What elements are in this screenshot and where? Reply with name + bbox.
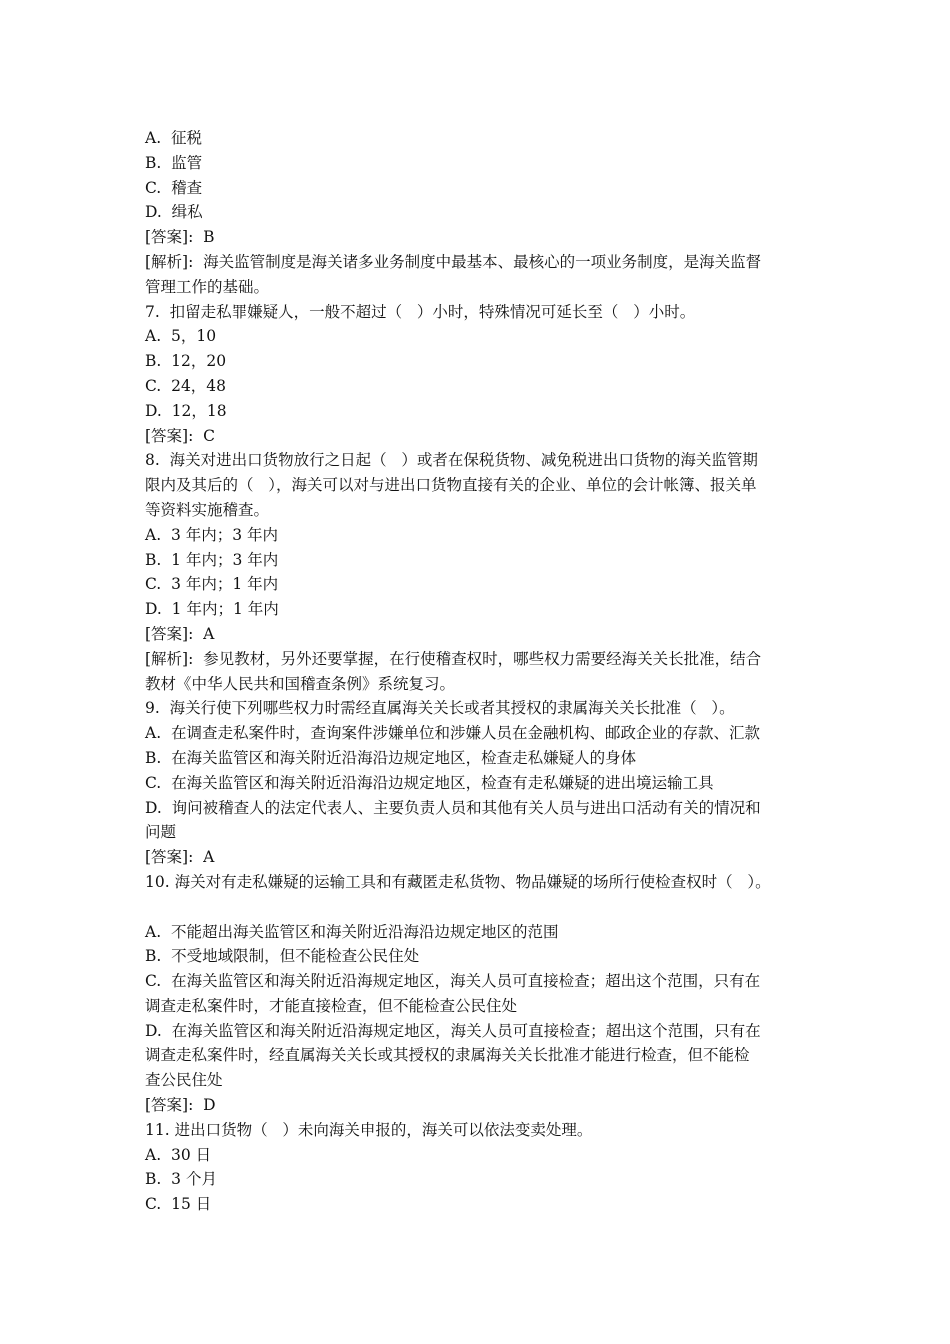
question-7: 7. 扣留走私罪嫌疑人，一般不超过（ ）小时，特殊情况可延长至（ ）小时。: [145, 302, 696, 321]
option-b: B. 3 个月: [145, 1170, 217, 1189]
option-b: B. 12，20: [145, 352, 227, 371]
option-d: D. 1 年内；1 年内: [145, 600, 279, 619]
option-a: A. 30 日: [145, 1145, 212, 1164]
question-8: 8. 海关对进出口货物放行之日起（ ）或者在保税货物、减免税进出口货物的海关监管期: [145, 451, 758, 470]
answer-line: [答案]: C: [145, 426, 216, 445]
blank-line: [145, 895, 815, 920]
explanation-line: [解析]: 海关监管制度是海关诸多业务制度中最基本、最核心的一项业务制度，是海关监督: [145, 252, 762, 271]
option-a: A. 征税: [145, 129, 202, 147]
option-d: D. 询问被稽查人的法定代表人、主要负责人员和其他有关人员与进出口活动有关的情况和: [145, 798, 761, 817]
option-d-continued: 问题: [145, 823, 177, 842]
option-d-continued: 调查走私案件时，经直属海关关长或其授权的隶属海关关长批准才能进行检查，但不能检: [145, 1046, 750, 1065]
option-d: D. 缉私: [145, 203, 203, 222]
answer-line: [答案]: D: [145, 1096, 216, 1115]
explanation-line: [解析]: 参见教材，另外还要掌握，在行使稽查权时，哪些权力需要经海关关长批准，结合: [145, 649, 762, 668]
option-c: C. 在海关监管区和海关附近沿海规定地区，海关人员可直接检查；超出这个范围，只有在: [145, 972, 761, 991]
question-10: 10. 海关对有走私嫌疑的运输工具和有藏匿走私货物、物品嫌疑的场所行使检查权时（ ）。: [145, 872, 771, 891]
question-8-continued: 等资料实施稽查。: [145, 500, 270, 519]
option-b: B. 监管: [145, 153, 203, 172]
question-8-continued: 限内及其后的（ ），海关可以对与进出口货物直接有关的企业、单位的会计帐簿、报关单: [145, 476, 757, 495]
explanation-line: 教材《中华人民共和国稽查条例》系统复习。: [145, 674, 456, 693]
option-a: A. 3 年内；3 年内: [145, 525, 279, 544]
option-c: C. 15 日: [145, 1195, 212, 1214]
option-d: D. 12，18: [145, 401, 227, 420]
option-c: C. 24，48: [145, 376, 227, 395]
option-c: C. 3 年内；1 年内: [145, 575, 279, 594]
option-b: B. 1 年内；3 年内: [145, 550, 279, 569]
answer-line: [答案]: A: [145, 848, 215, 867]
option-b: B. 在海关监管区和海关附近沿海沿边规定地区，检查走私嫌疑人的身体: [145, 748, 637, 767]
option-c: C. 在海关监管区和海关附近沿海沿边规定地区，检查有走私嫌疑的进出境运输工具: [145, 773, 714, 792]
option-d-continued: 查公民住处: [145, 1071, 223, 1090]
option-a: A. 5，10: [145, 327, 217, 346]
answer-line: [答案]: B: [145, 228, 215, 247]
option-c-continued: 调查走私案件时，才能直接检查，但不能检查公民住处: [145, 996, 518, 1015]
option-a: A. 不能超出海关监管区和海关附近沿海沿边规定地区的范围: [145, 922, 559, 941]
document-body: [145, 126, 815, 1217]
question-9: 9. 海关行使下列哪些权力时需经直属海关关长或者其授权的隶属海关关长批准（ ）。: [145, 699, 735, 718]
answer-line: [答案]: A: [145, 624, 215, 643]
question-11: 11. 进出口货物（ ）未向海关申报的，海关可以依法变卖处理。: [145, 1120, 593, 1139]
option-d: D. 在海关监管区和海关附近沿海规定地区，海关人员可直接检查；超出这个范围，只有在: [145, 1021, 761, 1040]
option-a: A. 在调查走私案件时，查询案件涉嫌单位和涉嫌人员在金融机构、邮政企业的存款、汇款: [145, 724, 760, 743]
option-c: C. 稽查: [145, 178, 203, 197]
option-b: B. 不受地域限制，但不能检查公民住处: [145, 947, 420, 966]
explanation-line: 管理工作的基础。: [145, 277, 270, 296]
